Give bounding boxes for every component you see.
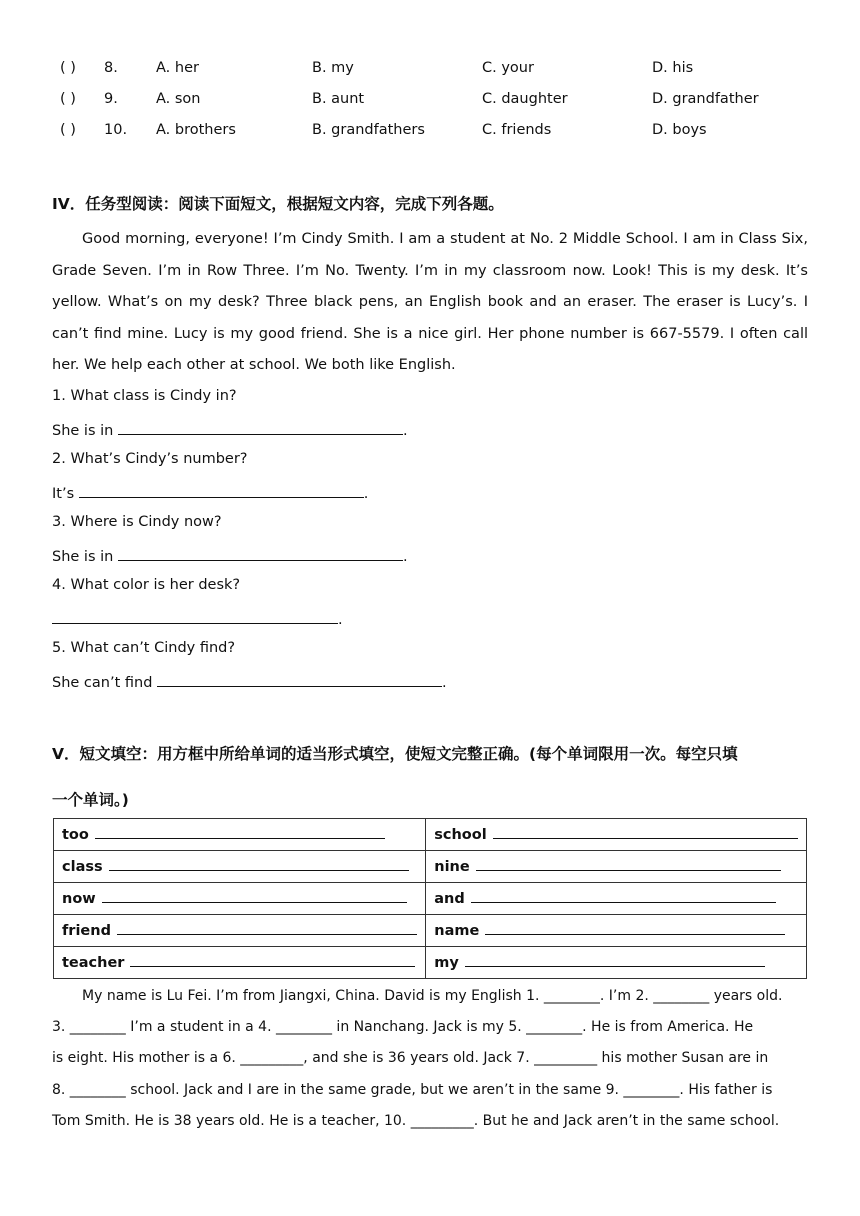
word-blank [102, 890, 407, 903]
option-c: C. your [482, 60, 534, 76]
answer-prefix: She is in [52, 549, 114, 565]
answer-blank[interactable] [118, 546, 403, 561]
answer-blank[interactable] [157, 672, 442, 687]
answer-paren[interactable]: ( ) [60, 122, 76, 138]
option-d: D. boys [652, 122, 707, 138]
word: my [434, 955, 459, 971]
section-5-title-line-1: V．短文填空：用方框中所给单词的适当形式填空，使短文完整正确。(每个单词限用一次。每空只填 [52, 745, 738, 763]
answer-paren[interactable]: ( ) [60, 91, 76, 107]
reading-question-3: 3. Where is Cindy now? [52, 514, 222, 530]
answer-suffix: . [402, 423, 408, 439]
option-d: D. his [652, 60, 694, 76]
answer-blank[interactable] [79, 483, 364, 498]
word: now [62, 891, 96, 907]
question-number: 9. [104, 91, 118, 107]
answer-blank[interactable] [118, 420, 403, 435]
word-cell [426, 819, 807, 851]
cloze-line-4: 8. ________ school. Jack and I are in the same grade, but we aren’t in the same 9. ________. His father is [52, 1082, 773, 1098]
option-b: B. grandfathers [312, 122, 425, 138]
answer-prefix: It’s [52, 486, 75, 502]
word-box-row [54, 851, 807, 883]
word-cell [426, 883, 807, 915]
answer-blank[interactable] [52, 609, 338, 624]
reading-question-2: 2. What’s Cindy’s number? [52, 451, 248, 467]
option-a: A. son [156, 91, 201, 107]
word-blank [471, 890, 776, 903]
answer-line-5 [52, 672, 447, 691]
answer-line-2 [52, 483, 368, 502]
word-cell [54, 947, 426, 979]
word-blank [109, 858, 409, 871]
cloze-line-5: Tom Smith. He is 38 years old. He is a teacher, 10. _________. But he and Jack aren’t in the same school. [52, 1113, 780, 1129]
answer-prefix: She can’t find [52, 675, 153, 691]
answer-suffix: . [442, 675, 447, 691]
answer-prefix: She is in [52, 423, 114, 439]
question-number: 8. [104, 60, 118, 76]
cloze-line-3: is eight. His mother is a 6. _________, and she is 36 years old. Jack 7. _________ his mother Susan are in [52, 1050, 769, 1066]
word-blank [485, 922, 785, 935]
cloze-line-2: 3. ________ I’m a student in a 4. ________ in Nanchang. Jack is my 5. ________. He is from America. He [52, 1019, 754, 1035]
word-box-row [54, 947, 807, 979]
word: class [62, 859, 103, 875]
reading-question-4: 4. What color is her desk? [52, 577, 241, 593]
answer-suffix: . [402, 549, 408, 565]
answer-suffix: . [363, 486, 369, 502]
word-box-row [54, 819, 807, 851]
option-c: C. daughter [482, 91, 568, 107]
word-blank [95, 826, 385, 839]
word: friend [62, 923, 111, 939]
answer-line-3 [52, 546, 408, 565]
option-d: D. grandfather [652, 91, 759, 107]
answer-line-1 [52, 420, 408, 439]
word-cell [426, 851, 807, 883]
word-cell [54, 883, 426, 915]
word-cell [54, 819, 426, 851]
reading-question-5: 5. What can’t Cindy find? [52, 640, 236, 656]
question-number: 10. [104, 122, 128, 138]
mc-question-9 [0, 91, 860, 115]
option-a: A. her [156, 60, 199, 76]
word-cell [54, 915, 426, 947]
section-4-passage: Good morning, everyone! I’m Cindy Smith. I am a student at No. 2 Middle School. I am in Class Six, Grade Seven. I’m in Row Three. I’m No. Twenty. I’m in my classroom now. Look! This is my desk. It’s yellow. What’s on my desk? Three black pens, an English book and an eraser. The eraser is Lucy’s. I can’t find mine. Lucy is my good friend. She is a nice girl. Her phone number is 667-5579. I often call her. We help each other at school. We both like English. [52, 231, 808, 373]
word-cell [426, 947, 807, 979]
word: nine [434, 859, 470, 875]
answer-line-4 [52, 609, 343, 628]
section-5-title-line-2: 一个单词。) [52, 791, 129, 809]
word: school [434, 827, 487, 843]
word-box [53, 818, 807, 979]
option-b: B. my [312, 60, 354, 76]
word-box-row [54, 915, 807, 947]
word: and [434, 891, 465, 907]
option-b: B. aunt [312, 91, 365, 107]
section-4-title: IV．任务型阅读：阅读下面短文，根据短文内容，完成下列各题。 [52, 195, 504, 213]
word: name [434, 923, 480, 939]
word-cell [426, 915, 807, 947]
word-blank [130, 954, 415, 967]
word-blank [117, 922, 417, 935]
mc-question-10 [0, 122, 860, 146]
word: too [62, 827, 89, 843]
option-c: C. friends [482, 122, 552, 138]
mc-question-8 [0, 60, 860, 84]
word: teacher [62, 955, 125, 971]
word-blank [465, 954, 765, 967]
cloze-line-1: My name is Lu Fei. I’m from Jiangxi, China. David is my English 1. ________. I’m 2. ________ years old. [82, 988, 783, 1004]
word-blank [493, 826, 798, 839]
word-blank [476, 858, 781, 871]
answer-suffix: . [338, 612, 343, 628]
word-box-row [54, 883, 807, 915]
answer-paren[interactable]: ( ) [60, 60, 76, 76]
reading-question-1: 1. What class is Cindy in? [52, 388, 237, 404]
option-a: A. brothers [156, 122, 236, 138]
word-cell [54, 851, 426, 883]
